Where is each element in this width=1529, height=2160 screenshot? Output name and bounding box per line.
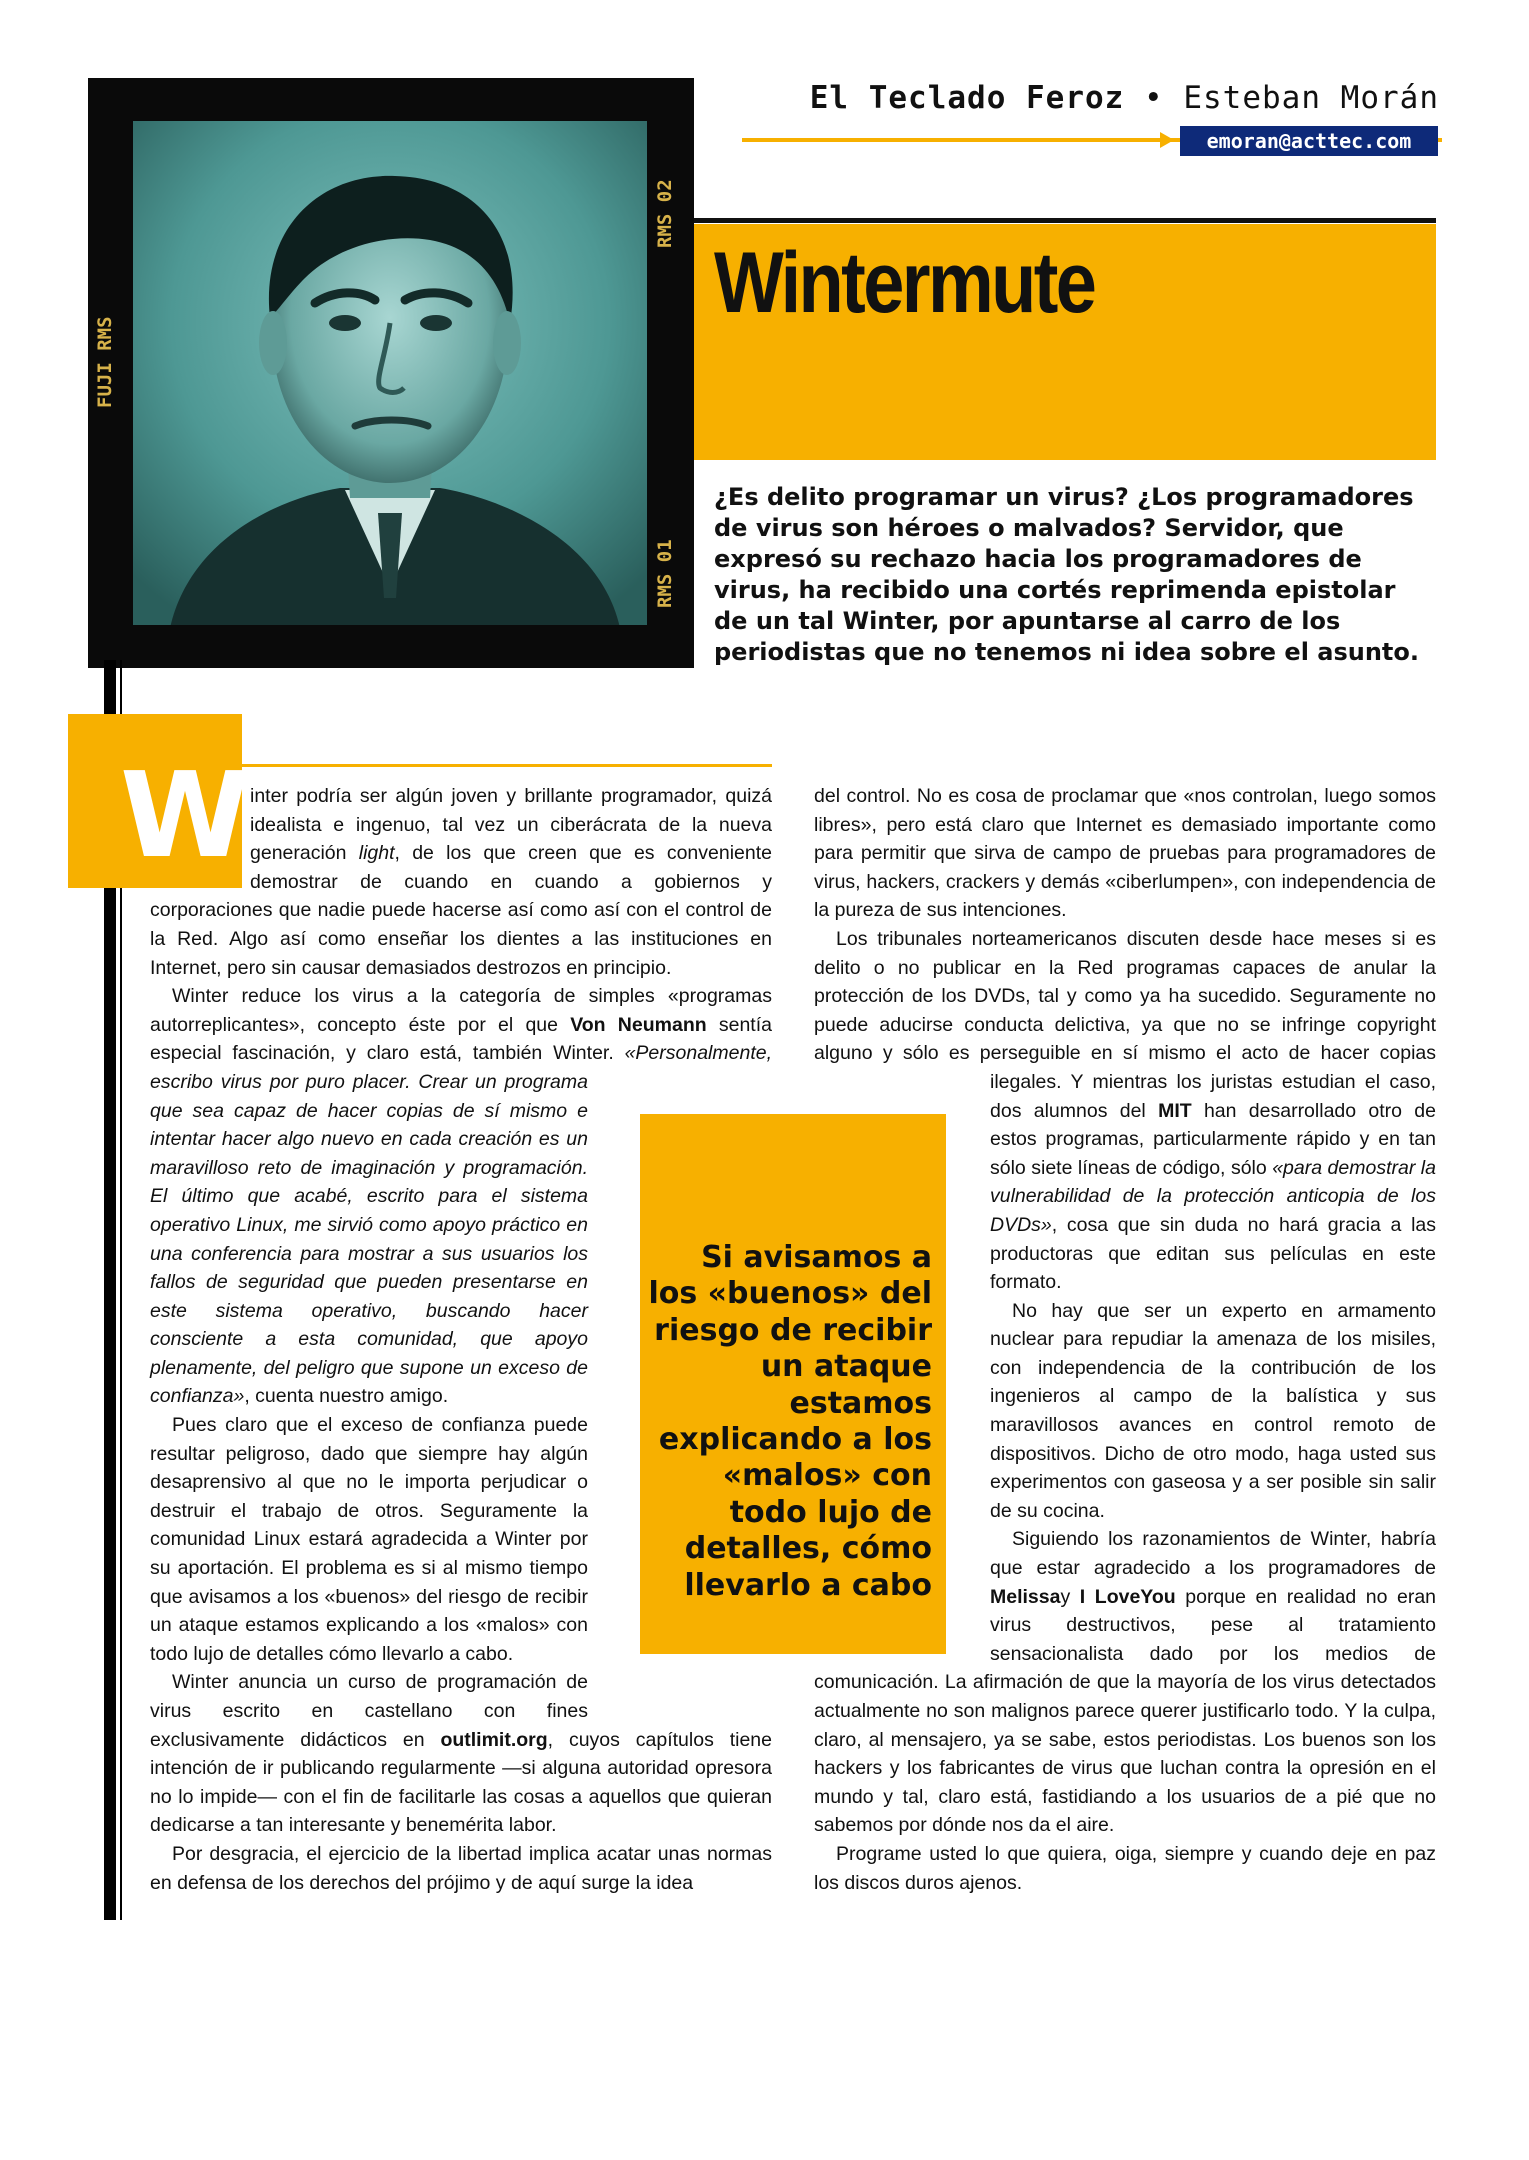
paragraph: Siguiendo los razonamientos de Winter, habría que estar agradecido a los programadores de Melissay I LoveYou porque en realidad no eran virus destructivos, pese al tratamiento sensacionalista dado por los medios de comunicación. La afirmación de que la mayoría de los virus detectados actualmente no son malignos parece querer justificarlo todo. Y la culpa, claro, al mensajero, ya se sabe, estos periodistas. Los buenos son los hackers y los fabricantes de virus que luchan contra la opresión en el mundo y tal, claro está, fastidiando a los usuarios de a pié que no sabemos por dónde nos da el aire. <box>814 1528 1437 1837</box>
separator: • <box>1144 80 1164 116</box>
author-photo-frame <box>88 78 694 668</box>
arrow-icon <box>1160 132 1174 148</box>
drop-cap-letter: W <box>120 746 251 884</box>
paragraph: Por desgracia, el ejercicio de la libertad implica acatar unas normas en defensa de los derechos del prójimo y de aquí surge la idea <box>150 1842 772 1894</box>
paragraph: Pues claro que el exceso de confianza puede resultar peligroso, dado que siempre hay algún desaprensivo al que no le importa perjudicar o destruir el trabajo de otros. Seguramente la comunidad Linux estará agradecida a Winter por su aportación. El problema es si al mismo tiempo que avisamos a los «buenos» del riesgo de recibir un ataque estamos explicando a los «malos» con todo lujo de detalles cómo llevarlo a cabo. <box>150 1414 588 1665</box>
author-photo <box>130 118 650 628</box>
title-box <box>694 224 1436 460</box>
film-label-bottom: RMS 01 <box>654 539 676 608</box>
paragraph: del control. No es cosa de proclamar que «nos controlan, luego somos libres», pero está claro que Internet es demasiado importante como para permitir que sirva de campo de pruebas para programadores de virus, hackers, crackers y demás «ciberlumpen», con independencia de la pureza de sus intenciones. <box>814 785 1436 922</box>
paragraph: inter podría ser algún joven y brillante programador, quizá idealista e ingenuo, tal vez un ciberácrata de la nueva generación light, de los que creen que es conveniente demostrar de cuando en cuando a gobiernos y corporaciones que nadie puede hacerse así como así con el control de la Red. Algo así como enseñar los dientes a las instituciones en Internet, pero sin causar demasiados destrozos en principio. <box>150 785 772 979</box>
pull-quote <box>640 1114 946 1654</box>
film-label-top: RMS 02 <box>654 179 676 248</box>
article-lede: ¿Es delito programar un virus? ¿Los programadores de virus son héroes o malvados? Servidor, que expresó su rechazo hacia los programadores de virus, ha recibido una cortés reprimenda epistolar de un tal Winter, por apuntarse al carro de los periodistas que no tenemos ni idea sobre el asunto. <box>714 483 1419 666</box>
title-rule <box>694 218 1436 223</box>
portrait-illustration <box>130 118 650 628</box>
film-label-left: FUJI RMS <box>94 316 116 408</box>
author-email[interactable]: emoran@acttec.com <box>1180 126 1438 156</box>
author-name: Esteban Morán <box>1183 80 1439 116</box>
paragraph: Winter reduce los virus a la categoría de simples «programas autorreplicantes», concepto éste por el que Von Neumann sentía especial fascinación, y claro está, también Winter. «Personalmente, escribo virus por puro placer. Crear un programa que sea capaz de hacer copias de sí mismo e intentar hacer algo nuevo en cada creación es un maravilloso reto de imaginación y programación. El último que acabé, escrito para el sistema operativo Linux, me sirvió como apoyo práctico en una conferencia para mostrar a sus usuarios los fallos de seguridad que pueden presentarse en este sistema operativo, buscando hacer consciente a esta comunidad, que apoyo plenamente, del peligro que supone un exceso de confianza», cuenta nuestro amigo. <box>150 985 772 1408</box>
paragraph: Los tribunales norteamericanos discuten desde hace meses si es delito o no publicar en la Red programas capaces de anular la protección de los DVDs, tal y como ya ha sucedido. Seguramente no puede aducirse conducta delictiva, ya que no se infringe copyright alguno y sólo es perseguible en sí mismo el acto de hacer copias ilegales. Y mientras los juristas estudian el caso, dos alumnos del MIT han desarrollado otro de estos programas, particularmente rápido y en tan sólo siete líneas de código, sólo «para demostrar la vulnerabilidad de la protección anticopia de los DVDs», cosa que sin duda no hará gracia a las productoras que editan sus películas en este formato. <box>814 927 1436 1294</box>
drop-cap-spacer <box>150 782 250 896</box>
paragraph: No hay que ser un experto en armamento nuclear para repudiar la amenaza de los misiles, con independencia de la contribución de los ingenieros al campo de la balística y sus maravillosos avances en control remoto de dispositivos. Dicho de otro modo, haga usted sus experimentos con gaseosa y a ser posible sin salir de su cocina. <box>990 1299 1436 1522</box>
pull-quote-text: Si avisamos a los «buenos» del riesgo de recibir un ataque estamos explicando a los «malos» con todo lujo de detalles, cómo llevarlo a cabo <box>648 1240 932 1603</box>
masthead <box>810 80 1439 116</box>
column-name: El Teclado Feroz <box>809 80 1125 116</box>
paragraph: Programe usted lo que quiera, oiga, siempre y cuando deje en paz los discos duros ajenos. <box>814 1842 1436 1894</box>
article-title: Wintermute <box>714 235 1095 331</box>
paragraph: Winter anuncia un curso de programación de virus escrito en castellano con fines exclusivamente didácticos en outlimit.org, cuyos capítulos tiene intención de ir publicando regularmente —si alguna autoridad opresora no lo impide— con el fin de facilitarle las cosas a aquellos que quieran dedicarse a tan interesante y benemérita labor. <box>150 1671 772 1837</box>
